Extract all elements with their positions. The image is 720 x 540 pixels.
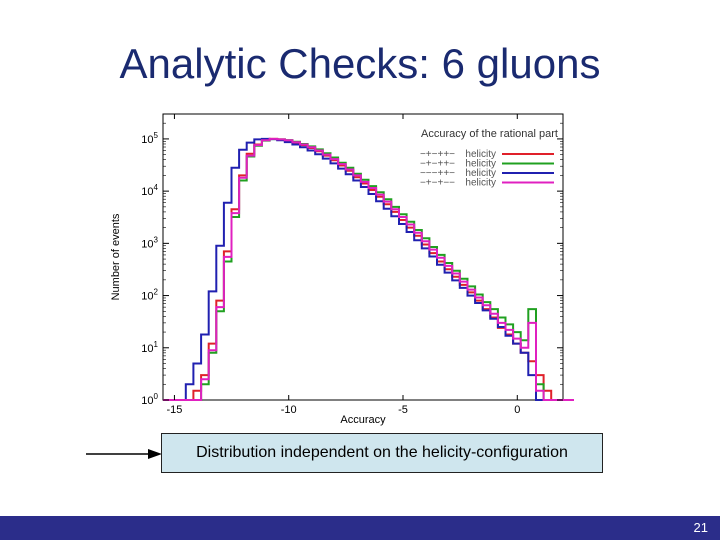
y-tick-label: $10^5$ (141, 130, 158, 146)
x-tick-label: -5 (398, 404, 408, 416)
legend-config: −−−++− (419, 168, 455, 179)
y-tick-label: $10^3$ (141, 235, 158, 251)
y-tick-label: $10^2$ (141, 287, 158, 303)
slide-title: Analytic Checks: 6 gluons (119, 40, 601, 87)
legend-label: helicity (465, 158, 496, 170)
footer-bar (0, 516, 720, 540)
y-tick-label: $10^1$ (141, 339, 158, 355)
x-tick-label: 0 (514, 404, 521, 416)
y-tick-label: $10^0$ (141, 392, 158, 407)
x-axis-label: Accuracy (340, 414, 386, 426)
legend-label: helicity (465, 177, 496, 189)
y-axis-label: Number of events (110, 213, 122, 301)
callout-box: Distribution independent on the helicity-configuration (161, 433, 603, 473)
legend-title: Accuracy of the rational part (421, 128, 558, 140)
legend-label: helicity (465, 168, 496, 179)
x-tick-label: -15 (166, 404, 183, 416)
y-tick-label: $10^4$ (141, 183, 158, 199)
arrow-icon (86, 448, 166, 462)
legend-config: −+−+−− (419, 177, 455, 189)
histogram-chart (100, 104, 580, 434)
legend-config: −+−++− (419, 149, 455, 160)
legend-config: −+−++− (419, 158, 455, 170)
legend-label: helicity (465, 149, 496, 160)
page-number: 21 (693, 520, 708, 535)
x-tick-label: -10 (280, 404, 297, 416)
